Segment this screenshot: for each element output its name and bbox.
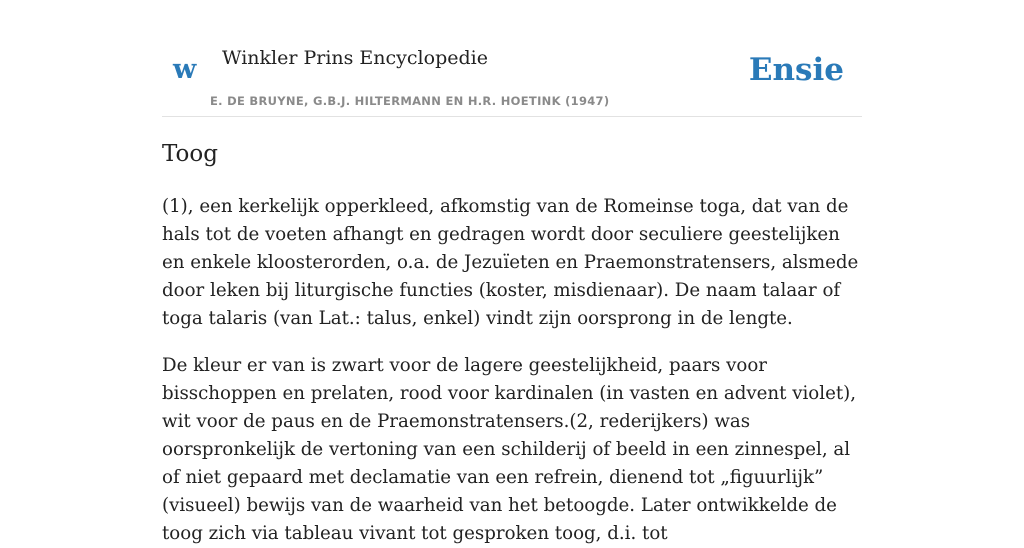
entry-title: Toog	[162, 141, 218, 167]
entry-paragraph-2: De kleur er van is zwart voor de lagere geestelijkheid, paars voor bisschoppen en prelaten, rood voor kardinalen (in vasten en advent violet), wit voor de paus en de Praemonstratensers.(2, rederijkers) was oorspronkelijk de vertoning van een schilderij of beeld in een zinnespel, al of niet gepaard met declamatie van een refrein, dienend tot „figuurlijk” (visueel) bewijs van de waarheid van het betoogde. Later ontwikkelde de toog zich via tableau vivant tot gesproken toog, d.i. tot	[162, 355, 857, 544]
header	[162, 0, 862, 117]
book-title[interactable]: Winkler Prins Encyclopedie	[222, 47, 488, 69]
entry-content	[162, 136, 864, 548]
book-authors: E. DE BRUYNE, G.B.J. HILTERMANN EN H.R. HOETINK (1947)	[210, 94, 610, 108]
book-logo[interactable]: w	[173, 54, 197, 85]
entry-paragraph-1: (1), een kerkelijk opperkleed, afkomstig van de Romeinse toga, dat van de hals tot de voeten afhangt en gedragen wordt door seculiere geestelijken en enkele kloosterorden, o.a. de Jezuïeten en Praemonstratensers, alsmede door leken bij liturgische functies (koster, misdienaar). De naam talaar of toga talaris (van Lat.: talus, enkel) vindt zijn oorsprong in de lengte.	[162, 196, 859, 329]
ensie-logo-link[interactable]: Ensie	[748, 52, 844, 88]
